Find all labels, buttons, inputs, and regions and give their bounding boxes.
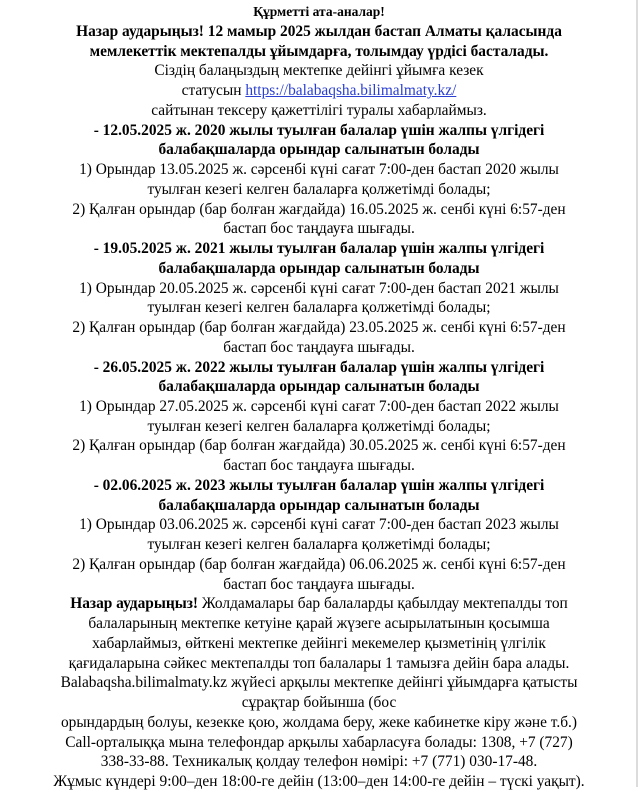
schedule-4-line-2: туылған кезегі келген балаларға қолжетімді болады; xyxy=(147,536,491,553)
schedule-3-line-4: бастап бос таңдауға шығады. xyxy=(223,457,415,474)
schedule-3-line-2: туылған кезегі келген балаларға қолжетімді болады; xyxy=(147,418,491,435)
schedule-1-line-1: 1) Орындар 13.05.2025 ж. сәрсенбі күні сағат 7:00-ден бастап 2020 жылы xyxy=(79,161,559,178)
schedule-4-line-3: 2) Қалған орындар (бар болған жағдайда) 06.06.2025 ж. сенбі күні 6:57-ден xyxy=(72,556,566,573)
schedule-4-heading-1: - 02.06.2025 ж. 2023 жылы туылған балалар үшін жалпы үлгідегі xyxy=(93,477,545,494)
note-line-6: сұрақтар бойынша (бос xyxy=(241,694,397,711)
schedule-2-heading-1: - 19.05.2025 ж. 2021 жылы туылған балалар үшін жалпы үлгідегі xyxy=(93,240,545,257)
schedule-2-line-1: 1) Орындар 20.05.2025 ж. сәрсенбі күні сағат 7:00-ден бастап 2021 жылы xyxy=(79,280,559,297)
schedule-3-line-1: 1) Орындар 27.05.2025 ж. сәрсенбі күні сағат 7:00-ден бастап 2022 жылы xyxy=(79,398,559,415)
schedule-2-heading-2: балабақшаларда орындар салынатын болады xyxy=(158,260,480,277)
schedule-1-line-4: бастап бос таңдауға шығады. xyxy=(223,220,415,237)
schedule-4-heading-2: балабақшаларда орындар салынатын болады xyxy=(158,497,480,514)
schedule-1-heading-2: балабақшаларда орындар салынатын болады xyxy=(158,141,480,158)
note-line-5: Balabaqsha.bilimalmaty.kz жүйесі арқылы мектепке дейінгі ұйымдарға қатысты xyxy=(60,674,578,691)
schedule-4-line-1: 1) Орындар 03.06.2025 ж. сәрсенбі күні сағат 7:00-ден бастап 2023 жылы xyxy=(79,516,559,533)
note-line-8: Call-орталыққа мына телефондар арқылы хабарласуға болады: 1308, +7 (727) xyxy=(65,734,573,751)
note-line-4: қағидаларына сәйкес мектепалды топ балалары 1 тамызға дейін бара алады. xyxy=(68,655,570,672)
note-line-7: орындардың болуы, кезекке қою, жолдама беру, жеке кабинетке кіру және т.б.) xyxy=(60,714,578,731)
schedule-2-line-3: 2) Қалған орындар (бар болған жағдайда) 23.05.2025 ж. сенбі күні 6:57-ден xyxy=(72,319,566,336)
intro-line-3: Сіздің балаңыздың мектепке дейінгі ұйымға кезек xyxy=(154,62,484,79)
schedule-4-line-4: бастап бос таңдауға шығады. xyxy=(223,576,415,593)
intro-bold-line-2: мемлекеттік мектепалды ұйымдарға, толымдау үрдісі басталады. xyxy=(89,43,549,60)
note-line-3: хабарлаймыз, өйткені мектепке дейінгі мекемелер қызметінің үлгілік xyxy=(92,635,546,652)
note-attention: Назар аударыңыз! xyxy=(70,595,199,612)
note-line-1-rest: Жолдамалары бар балаларды қабылдау мектепалды топ xyxy=(198,595,568,612)
note-line-9: 338-33-88. Техникалық қолдау телефон нөмірі: +7 (771) 030-17-48. xyxy=(100,753,538,770)
schedule-3-heading-2: балабақшаларда орындар салынатын болады xyxy=(158,378,480,395)
schedule-1-line-2: туылған кезегі келген балаларға қолжетімді болады; xyxy=(147,181,491,198)
schedule-3-heading-1: - 26.05.2025 ж. 2022 жылы туылған балалар үшін жалпы үлгідегі xyxy=(93,359,545,376)
intro-line-5: сайтынан тексеру қажеттілігі туралы хабарлаймыз. xyxy=(151,102,487,119)
intro-status-prefix: статусын xyxy=(181,82,242,99)
note-line-1 xyxy=(0,594,638,614)
schedule-1-line-3: 2) Қалған орындар (бар болған жағдайда) 16.05.2025 ж. сенбі күні 6:57-ден xyxy=(72,201,566,218)
balabaqsha-link[interactable]: https://balabaqsha.bilimalmaty.kz/ xyxy=(245,82,457,99)
intro-bold-line-1: Назар аударыңыз! 12 мамыр 2025 жылдан бастап Алматы қаласында xyxy=(76,23,562,40)
schedule-2-line-2: туылған кезегі келген балаларға қолжетімді болады; xyxy=(147,299,491,316)
note-line-10: Жұмыс күндері 9:00–ден 18:00-ге дейін (13:00–ден 14:00-ге дейін – түскі уақыт). xyxy=(53,773,585,790)
note-line-2: балаларының мектепке кетуіне қарай жүзеге асырылатынын қосымша xyxy=(88,615,550,632)
schedule-1-heading-1: - 12.05.2025 ж. 2020 жылы туылған балалар үшін жалпы үлгідегі xyxy=(93,122,545,139)
schedule-2-line-4: бастап бос таңдауға шығады. xyxy=(223,339,415,356)
schedule-3-line-3: 2) Қалған орындар (бар болған жағдайда) 30.05.2025 ж. сенбі күні 6:57-ден xyxy=(72,437,566,454)
greeting: Құрметті ата-аналар! xyxy=(253,4,385,19)
intro-line-4 xyxy=(0,81,638,101)
